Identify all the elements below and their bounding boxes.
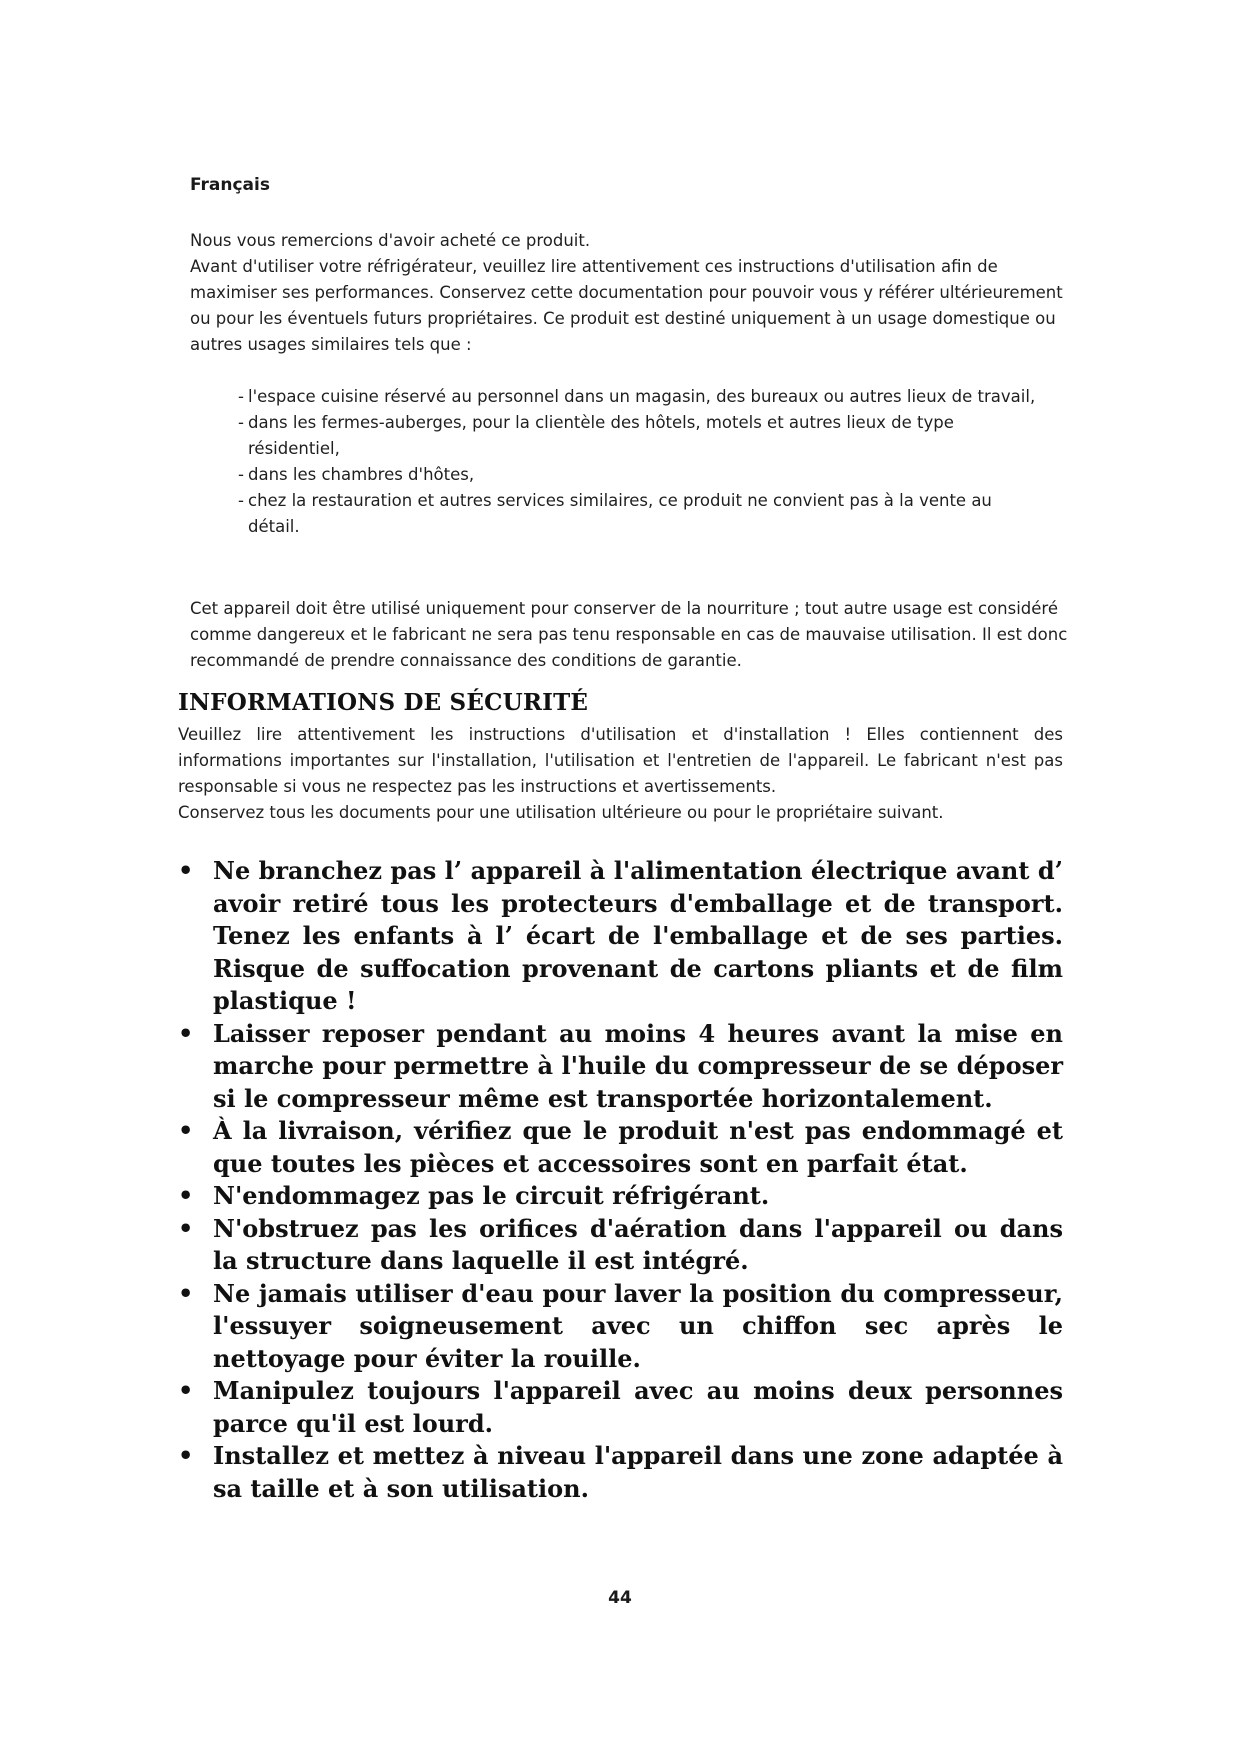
dash-marker: - — [238, 491, 244, 510]
bullet-icon: • — [178, 1213, 194, 1243]
safety-rule-text: Ne branchez pas l’ appareil à l'alimentation électrique avant d’ avoir retiré tous les protecteurs d'emballage et de transport. Tenez les enfants à l’ écart de l'emballage et de ses parties. Risque de suffocation provenant de cartons pliants et de film plastique ! — [213, 856, 1063, 1015]
safety-rule-text: N'endommagez pas le circuit réfrigérant. — [213, 1181, 770, 1210]
intro-thanks: Nous vous remercions d'avoir acheté ce produit. — [190, 231, 591, 250]
safety-rule — [178, 1440, 1063, 1505]
usage-item — [238, 384, 1038, 410]
usage-item — [238, 462, 1038, 488]
safety-rule-text: Installez et mettez à niveau l'appareil dans une zone adaptée à sa taille et à son utilisation. — [213, 1441, 1063, 1503]
usage-item-text: dans les fermes-auberges, pour la clientèle des hôtels, motels et autres lieux de type résidentiel, — [248, 413, 954, 458]
safety-rule — [178, 855, 1063, 1018]
bullet-icon: • — [178, 1116, 194, 1145]
usage-item-text: dans les chambres d'hôtes, — [248, 465, 475, 484]
bullet-icon: • — [178, 1181, 194, 1210]
safety-rule — [178, 1278, 1063, 1376]
safety-rule — [178, 1115, 1063, 1180]
safety-rule — [178, 1375, 1063, 1440]
dash-marker: - — [238, 387, 244, 406]
intro-body: Avant d'utiliser votre réfrigérateur, veuillez lire attentivement ces instructions d'utilisation afin de maximiser ses performances. Conservez cette documentation pour pouvoir vous y référer ultérieurement ou pour les éventuels futurs propriétaires. Ce produit est destiné uniquement à un usage domestique ou autres usages similaires tels que : — [190, 257, 1063, 354]
usage-item — [238, 410, 1038, 462]
safety-title: INFORMATIONS DE SÉCURITÉ — [178, 689, 589, 716]
bullet-icon: • — [178, 856, 194, 885]
safety-intro-text: Veuillez lire attentivement les instructions d'utilisation et d'installation ! Elles contiennent des informations importantes sur l'installation, l'utilisation et l'entretien de l'appareil. Le fabricant n'est pas responsable si vous ne respectez pas les instructions et avertissements. — [178, 725, 1063, 796]
language-heading: Français — [190, 175, 270, 195]
usage-item — [238, 488, 1038, 540]
safety-rule-text: N'obstruez pas les orifices d'aération dans l'appareil ou dans la structure dans laquelle il est intégré. — [213, 1213, 1063, 1275]
safety-rule-text: Manipulez toujours l'appareil avec au moins deux personnes parce qu'il est lourd. — [213, 1376, 1063, 1438]
usage-list — [238, 384, 1038, 540]
usage-item-text: l'espace cuisine réservé au personnel dans un magasin, des bureaux ou autres lieux de travail, — [248, 387, 1036, 406]
safety-rules-list — [178, 855, 1063, 1505]
bullet-icon: • — [178, 1441, 194, 1470]
dash-marker: - — [238, 465, 244, 484]
bullet-icon: • — [178, 1376, 194, 1405]
bullet-icon: • — [178, 1018, 194, 1048]
safety-rule-text: À la livraison, vérifiez que le produit n'est pas endommagé et que toutes les pièces et accessoires sont en parfait état. — [213, 1116, 1063, 1178]
warning-paragraph: Cet appareil doit être utilisé uniquement pour conserver de la nourriture ; tout autre usage est considéré comme dangereux et le fabricant ne sera pas tenu responsable en cas de mauvaise utilisation. Il est donc recommandé de prendre connaissance des conditions de garantie. — [190, 599, 1068, 670]
safety-intro — [178, 722, 1063, 826]
intro-section — [190, 228, 1070, 358]
bullet-icon: • — [178, 1278, 194, 1308]
safety-rule-text: Ne jamais utiliser d'eau pour laver la position du compresseur, l'essuyer soigneusement avec un chiffon sec après le nettoyage pour éviter la rouille. — [213, 1278, 1063, 1373]
keep-documents-text: Conservez tous les documents pour une utilisation ultérieure ou pour le propriétaire suivant. — [178, 803, 944, 822]
safety-rule — [178, 1018, 1063, 1116]
dash-marker: - — [238, 413, 244, 432]
usage-item-text: chez la restauration et autres services similaires, ce produit ne convient pas à la vente au détail. — [248, 491, 992, 536]
safety-rule — [178, 1213, 1063, 1278]
safety-rule — [178, 1180, 1063, 1213]
page-number: 44 — [608, 1588, 632, 1608]
safety-rule-text: Laisser reposer pendant au moins 4 heures avant la mise en marche pour permettre à l'huile du compresseur de se déposer si le compresseur même est transportée horizontalement. — [213, 1018, 1063, 1113]
